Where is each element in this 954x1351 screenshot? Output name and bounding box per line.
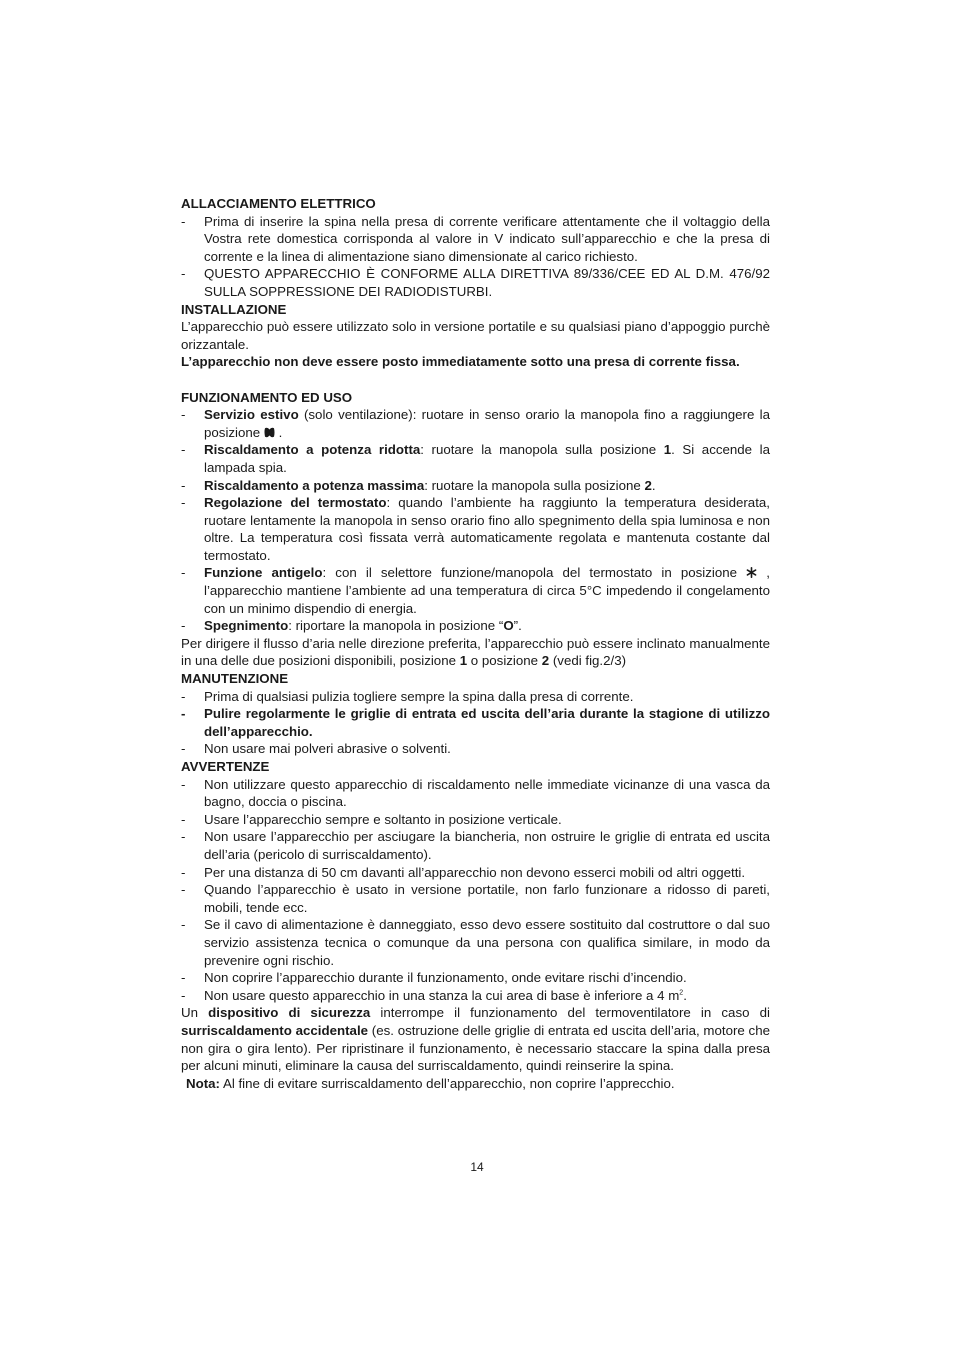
page-number: 14: [470, 1160, 484, 1174]
safety-paragraph: Un dispositivo di sicurezza interrompe il funzionamento del termoventilatore in caso di surriscaldamento accidentale (es. ostruzione delle griglie di entrata ed uscita dell’aria, motore che non gira o gira lento). Per ripristinare il funzionamento, è necessario staccare la spina dalla presa per alcuni minuti, eliminare la causa del surriscaldamento, quindi reinserire la spina.: [181, 1005, 770, 1074]
list-item: - Spegnimento: riportare la manopola in posizione “O”.: [181, 618, 522, 634]
list-item: - Quando l’apparecchio è usato in versione portatile, non farlo funzionare a ridosso di pareti, mobili, tende ecc.: [181, 882, 770, 915]
list-item: - Riscaldamento a potenza ridotta: ruotare la manopola sulla posizione 1. Si accende la lampada spia.: [181, 442, 770, 475]
list-item: - Non usare l’apparecchio per asciugare la biancheria, non ostruire le griglie di entrata ed uscita dell’aria (pericolo di surriscaldamento).: [181, 829, 770, 862]
heading-avvertenze: AVVERTENZE: [181, 759, 270, 774]
paragraph: Per dirigere il flusso d’aria nelle direzione preferita, l’apparecchio può essere inclinato manualmente in una delle due posizioni disponibili, posizione 1 o posizione 2 (vedi fig.2/3): [181, 635, 770, 669]
list-item: - Per una distanza di 50 cm davanti all’apparecchio non devono esserci mobili od altri oggetti.: [181, 864, 746, 880]
note-paragraph: Nota: Al fine di evitare surriscaldamento dell’apparecchio, non coprire l’apprecchio.: [186, 1075, 675, 1091]
list-item: - Funzione antigelo: con il selettore funzione/manopola del termostato in posizione , l’apparecchio mantiene l’ambiente ad una temperatura di circa 5°C impedendo il congelamento con un minimo dispendio di energia.: [181, 565, 770, 616]
warning-paragraph: L’apparecchio non deve essere posto immediatamente sotto una presa di corrente fissa.: [181, 354, 740, 370]
list-item: - Usare l’apparecchio sempre e soltanto in posizione verticale.: [181, 811, 562, 827]
list-item: - Prima di inserire la spina nella presa di corrente verificare attentamente che il voltaggio della Vostra rete domestica corrisponda al valore in V indicato sull’apparecchio e che la presa di corrente e la linea di alimentazione siano dimensionate al carico richiesto.: [181, 213, 770, 264]
list-item: - Prima di qualsiasi pulizia togliere sempre la spina dalla presa di corrente.: [181, 688, 634, 704]
document-body: [181, 195, 770, 1092]
list-item: - Se il cavo di alimentazione è danneggiato, esso devo essere sostituito dal costruttore o dal suo servizio assistenza tecnica o comunque da una persona con qualifica similare, in modo da prevenire ogni rischio.: [181, 917, 770, 968]
heading-allacciamento: ALLACCIAMENTO ELETTRICO: [181, 196, 376, 211]
heading-funzionamento: FUNZIONAMENTO ED USO: [181, 389, 353, 405]
list-item: - Pulire regolarmente le griglie di entrata ed uscita dell’aria durante la stagione di utilizzo dell’apparecchio.: [181, 706, 770, 739]
heading-manutenzione: MANUTENZIONE: [181, 671, 289, 687]
list-item: - Servizio estivo (solo ventilazione): ruotare in senso orario la manopola fino a raggiungere la posizione .: [181, 407, 770, 440]
list-item: - Non usare mai polveri abrasive o solventi.: [181, 741, 451, 757]
heading-installazione: INSTALLAZIONE: [181, 301, 287, 317]
paragraph: L’apparecchio può essere utilizzato solo in versione portatile e su qualsiasi piano d’appoggio purchè orizzantale.: [181, 319, 770, 352]
fan-icon: [264, 425, 275, 436]
list-item: - Non coprire l’apparecchio durante il funzionamento, onde evitare rischi d’incendio.: [181, 970, 687, 986]
list-item: - Regolazione del termostato: quando l’ambiente ha raggiunto la temperatura desiderata, ruotare lentamente la manopola in senso orario fino allo spegnimento della spia luminosa e non oltre. La temperatura così fissata verrà automaticamente regolata e mantenuta costante dal termostato.: [181, 495, 770, 563]
list-item: - QUESTO APPARECCHIO È CONFORME ALLA DIRETTIVA 89/336/CEE ED AL D.M. 476/92 SULLA SOPPRESSIONE DEI RADIODISTURBI.: [181, 266, 770, 299]
list-item: - Riscaldamento a potenza massima: ruotare la manopola sulla posizione 2.: [181, 477, 656, 493]
list-item: - Non utilizzare questo apparecchio di riscaldamento nelle immediate vicinanze di una vasca da bagno, doccia o piscina.: [181, 776, 770, 810]
list-item: - Non usare questo apparecchio in una stanza la cui area di base è inferiore a 4 $m^2$.: [181, 987, 687, 1003]
snowflake-icon: [746, 565, 757, 576]
